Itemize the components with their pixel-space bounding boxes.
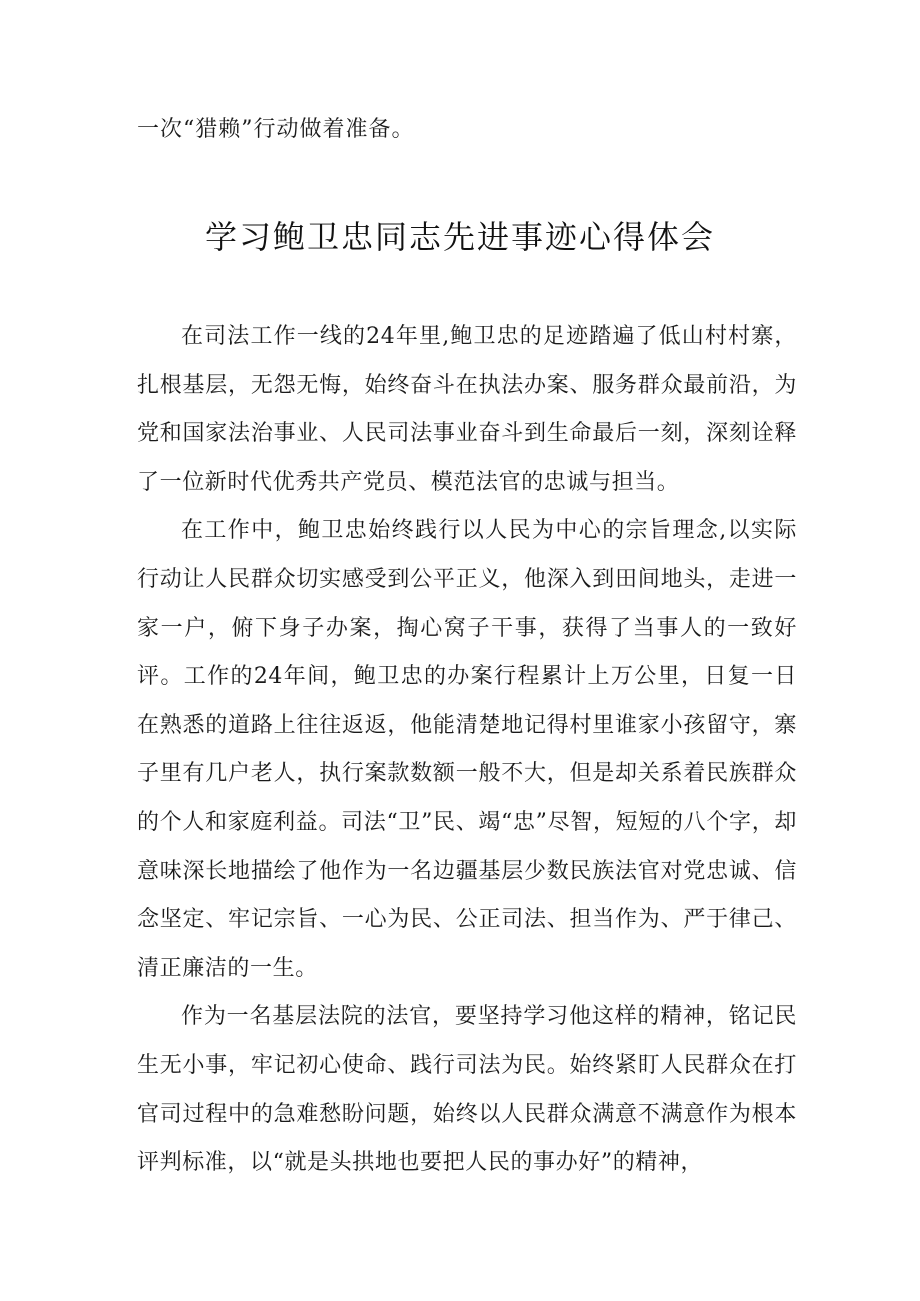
body-text <box>137 313 797 1188</box>
paragraph-2: 在工作中，鲍卫忠始终践行以人民为中心的宗旨理念,以实际行动让人民群众切实感受到公平正义，他深入到田间地头，走进一家一户，俯下身子办案，掏心窝子干事，获得了当事人的一致好评。工作的24年间，鲍卫忠的办案行程累计上万公里，日复一日在熟悉的道路上往往返返，他能清楚地记得村里谁家小孩留守，寨子里有几户老人，执行案款数额一般不大，但是却关系着民族群众的个人和家庭利益。司法“卫”民、竭“忠”尽智，短短的八个字，却意味深长地描绘了他作为一名边疆基层少数民族法官对党忠诚、信念坚定、牢记宗旨、一心为民、公正司法、担当作为、严于律己、清正廉洁的一生。 <box>137 518 797 981</box>
document-title: 学习鲍卫忠同志先进事迹心得体会 <box>204 218 715 256</box>
previous-paragraph-tail: 一次“猎赖”行动做着准备。 <box>137 117 415 142</box>
paragraph-1: 在司法工作一线的24年里,鲍卫忠的足迹踏遍了低山村村寨，扎根基层，无怨无悔，始终奋斗在执法办案、服务群众最前沿，为党和国家法治事业、人民司法事业奋斗到生命最后一刻，深刻诠释了一位新时代优秀共产党员、模范法官的忠诚与担当。 <box>137 324 797 495</box>
paragraph-3: 作为一名基层法院的法官，要坚持学习他这样的精神，铭记民生无小事，牢记初心使命、践行司法为民。始终紧盯人民群众在打官司过程中的急难愁盼问题，始终以人民群众满意不满意作为根本评判标准，以“就是头拱地也要把人民的事办好”的精神， <box>137 1004 797 1176</box>
